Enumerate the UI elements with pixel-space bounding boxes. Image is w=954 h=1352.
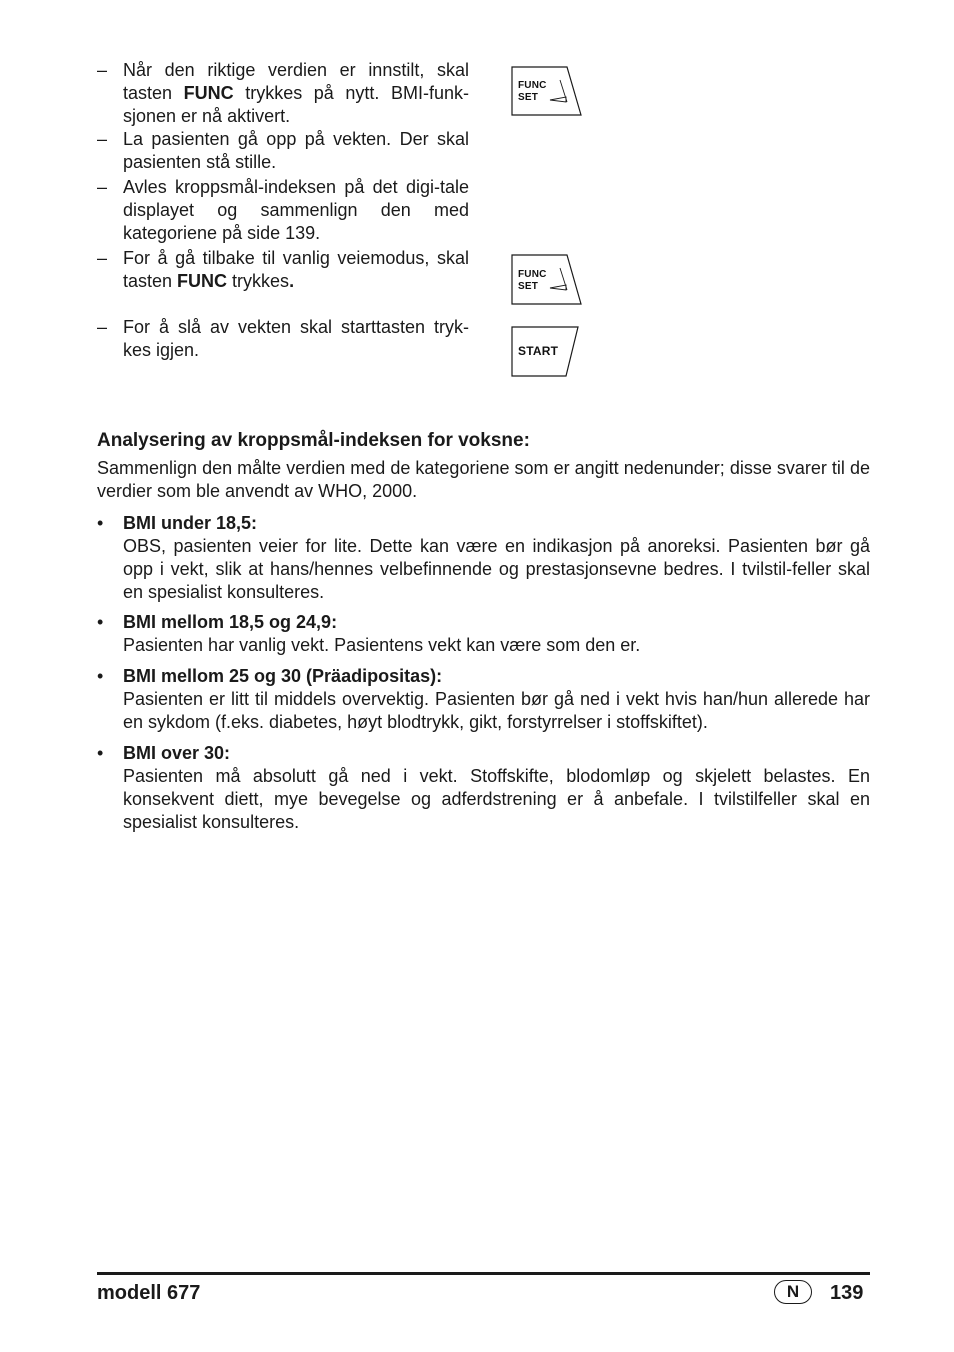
section-intro: Sammenlign den målte verdien med de kategoriene som er angitt nedenunder; disse svarer til de verdier som ble anvendt av WHO, 2000. [97, 458, 870, 501]
step-dash: – [97, 177, 108, 197]
step-text: La pasienten gå opp på vekten. Der skal pasienten stå stille. [123, 129, 469, 172]
language-badge: N [774, 1280, 812, 1304]
step-item-5 [97, 316, 469, 362]
func-key-label: FUNC [518, 269, 547, 280]
step-item-2 [97, 128, 469, 174]
set-key-label: SET [518, 281, 539, 292]
bmi-category-text: OBS, pasienten veier for lite. Dette kan være en indikasjon på anoreksi. Pasienten bør gå opp i vekt, slik at hans/hennes velbefinnende og prestasjonsevne bedres. I tvilstil-feller skal en spesialist konsulteres. [123, 536, 870, 602]
bullet-icon: • [97, 666, 104, 686]
step-text: Når den riktige verdien er innstilt, skal tasten FUNC trykkes på nytt. BMI-funk-sjonen er nå aktivert. [123, 60, 469, 126]
start-key-label: START [518, 344, 559, 358]
func-set-key-2 [511, 254, 583, 306]
footer-divider [97, 1272, 870, 1275]
bmi-category-obese [97, 742, 870, 834]
bullet-icon: • [97, 513, 104, 533]
bmi-category-text: Pasienten må absolutt gå ned i vekt. Stoffskifte, blodomløp og skjelett belastes. En konsekvent diett, mye bevegelse og adferdstrening er å anbefale. I tvilstilfeller skal en spesialist konsulteres. [123, 766, 870, 832]
page-number: 139 [830, 1282, 864, 1304]
func-key-label: FUNC [518, 80, 547, 91]
footer-model: modell 677 [97, 1282, 201, 1304]
step-text: For å slå av vekten skal starttasten tryk-kes igjen. [123, 317, 469, 360]
step-dash: – [97, 60, 108, 80]
step-item-4 [97, 247, 469, 293]
bmi-category-normal [97, 611, 870, 657]
func-keyword: FUNC [177, 271, 228, 291]
bmi-category-title: BMI mellom 25 og 30 (Präadipositas): [123, 666, 443, 686]
func-keyword: FUNC [183, 83, 234, 103]
bmi-category-title: BMI over 30: [123, 743, 231, 763]
step-dash: – [97, 317, 108, 337]
step-text: For å gå tilbake til vanlig veiemodus, skal tasten FUNC trykkes. [123, 248, 469, 291]
step-dash: – [97, 129, 108, 149]
bmi-category-title: BMI under 18,5: [123, 513, 258, 533]
func-set-key-1 [511, 66, 583, 118]
bmi-category-text: Pasienten er litt til middels overvektig. Pasienten bør gå ned i vekt hvis han/hun allerede har en sykdom (f.eks. diabetes, høyt blodtrykk, gikt, forstyrrelser i stoffskiftet). [123, 689, 870, 732]
bmi-category-preobese [97, 665, 870, 734]
step-text: Avles kroppsmål-indeksen på det digi-tale displayet og sammenlign den med kategoriene på side 139. [123, 177, 469, 243]
set-key-label: SET [518, 92, 539, 103]
step-dash: – [97, 248, 108, 268]
bullet-icon: • [97, 612, 104, 632]
start-key [511, 325, 581, 378]
bmi-category-title: BMI mellom 18,5 og 24,9: [123, 612, 338, 632]
step-item-1 [97, 59, 469, 128]
bmi-category-underweight [97, 512, 870, 604]
bmi-category-text: Pasienten har vanlig vekt. Pasientens vekt kan være som den er. [123, 635, 641, 655]
section-heading: Analysering av kroppsmål-indeksen for voksne: [97, 430, 530, 451]
bullet-icon: • [97, 743, 104, 763]
step-item-3 [97, 176, 469, 245]
key-outline-icon [511, 254, 583, 306]
